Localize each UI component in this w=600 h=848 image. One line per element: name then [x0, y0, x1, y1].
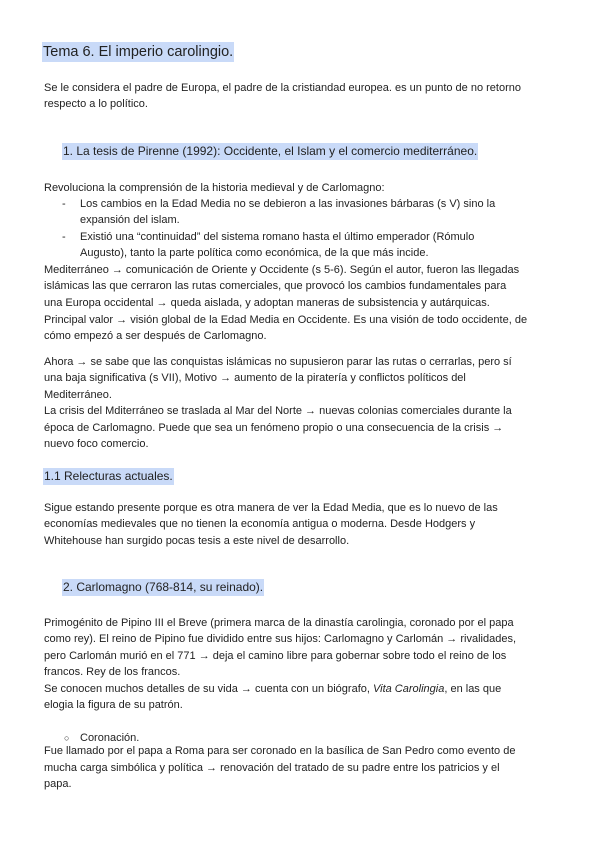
paragraph-line: Primogénito de Pipino III el Breve (primera marca de la dinastía carolingia, coronado por el papa: [44, 617, 514, 629]
paragraph-line: Sigue estando presente porque es otra manera de ver la Edad Media, que es lo nuevo de las: [44, 502, 498, 514]
bullet-line: Existió una “continuidad” del sistema romano hasta el último emperador (Rómulo: [80, 231, 475, 243]
paragraph-line: Whitehouse han surgido pocas tesis a este nivel de desarrollo.: [44, 535, 350, 547]
paragraph-line: francos. Rey de los francos.: [44, 666, 181, 678]
bullet-marker: -: [62, 231, 66, 243]
section-2-heading: 2. Carlomagno (768-814, su reinado).: [63, 580, 264, 594]
text-segment: Se conocen muchos detalles de su vida → cuenta con un biógrafo,: [44, 683, 373, 695]
intro-line: respecto a lo político.: [44, 98, 148, 110]
paragraph-line: época de Carlomagno. Puede que sea un fenómeno propio o una consecuencia de la crisis →: [44, 422, 504, 434]
bullet-marker: -: [62, 198, 66, 210]
intro-line: Se le considera el padre de Europa, el padre de la cristiandad europea. es un punto de no retorno: [44, 82, 521, 94]
bullet-line: Los cambios en la Edad Media no se debieron a las invasiones bárbaras (s V) sino la: [80, 198, 496, 210]
paragraph-line: [44, 681, 501, 697]
paragraph-line: elogia la figura de su patrón.: [44, 699, 183, 711]
page-title: Tema 6. El imperio carolingio.: [43, 44, 234, 60]
paragraph-line: islámicas las que cerraron las rutas comerciales, que provocó los cambios fundamentales para: [44, 280, 507, 292]
book-title: Vita Carolingia: [373, 683, 445, 695]
paragraph-line: pero Carlomán murió en el 771 → deja el camino libre para gobernar sobre todo el reino de los: [44, 650, 507, 662]
paragraph-line: cómo empezó a ser después de Carlomagno.: [44, 330, 267, 342]
section-1-heading: 1. La tesis de Pirenne (1992): Occidente, el Islam y el comercio mediterráneo.: [63, 144, 478, 158]
section-1-1-heading: 1.1 Relecturas actuales.: [44, 469, 173, 483]
section-1-lead: Revoluciona la comprensión de la historia medieval y de Carlomagno:: [44, 182, 385, 194]
paragraph-line: mucha carga simbólica y política → renovación del tratado de su padre entre los patricios y el: [44, 762, 500, 774]
paragraph-line: La crisis del Mditerráneo se traslada al Mar del Norte → nuevas colonias comerciales durante la: [44, 405, 512, 417]
paragraph-line: Mediterráneo → comunicación de Oriente y Occidente (s 5-6). Según el autor, fueron las llegadas: [44, 264, 520, 276]
paragraph-line: papa.: [44, 778, 72, 790]
paragraph-line: nuevo foco comercio.: [44, 438, 149, 450]
paragraph-line: como rey). El reino de Pipino fue dividido entre sus hijos: Carlomagno y Carlomán → rivalidades,: [44, 633, 517, 645]
paragraph-line: Fue llamado por el papa a Roma para ser coronado en la basílica de San Pedro como evento de: [44, 745, 516, 757]
paragraph-line: Mediterráneo.: [44, 389, 112, 401]
paragraph-line: una baja significativa (s VII), Motivo → aumento de la piratería y conflictos políticos del: [44, 372, 466, 384]
text-segment: , en las que: [444, 683, 502, 695]
circle-bullet-icon: ○: [64, 733, 70, 743]
paragraph-line: Ahora → se sabe que las conquistas islámicas no supusieron parar las rutas o cerrarlas, pero sí: [44, 356, 512, 368]
paragraph-line: economías medievales que no tienen la economía antigua o moderna. Desde Hodgers y: [44, 518, 476, 530]
coronacion-subheading: Coronación.: [80, 732, 140, 744]
paragraph-line: una Europa occidental → queda aislada, y adoptan maneras de subsistencia y autárquicas.: [44, 297, 490, 309]
paragraph-line: Principal valor → visión global de la Edad Media en Occidente. Es una visión de todo occidente, de: [44, 314, 528, 326]
bullet-line: expansión del islam.: [80, 214, 180, 226]
bullet-line: Augusto), tanto la parte política como económica, de la que más incide.: [80, 247, 429, 259]
